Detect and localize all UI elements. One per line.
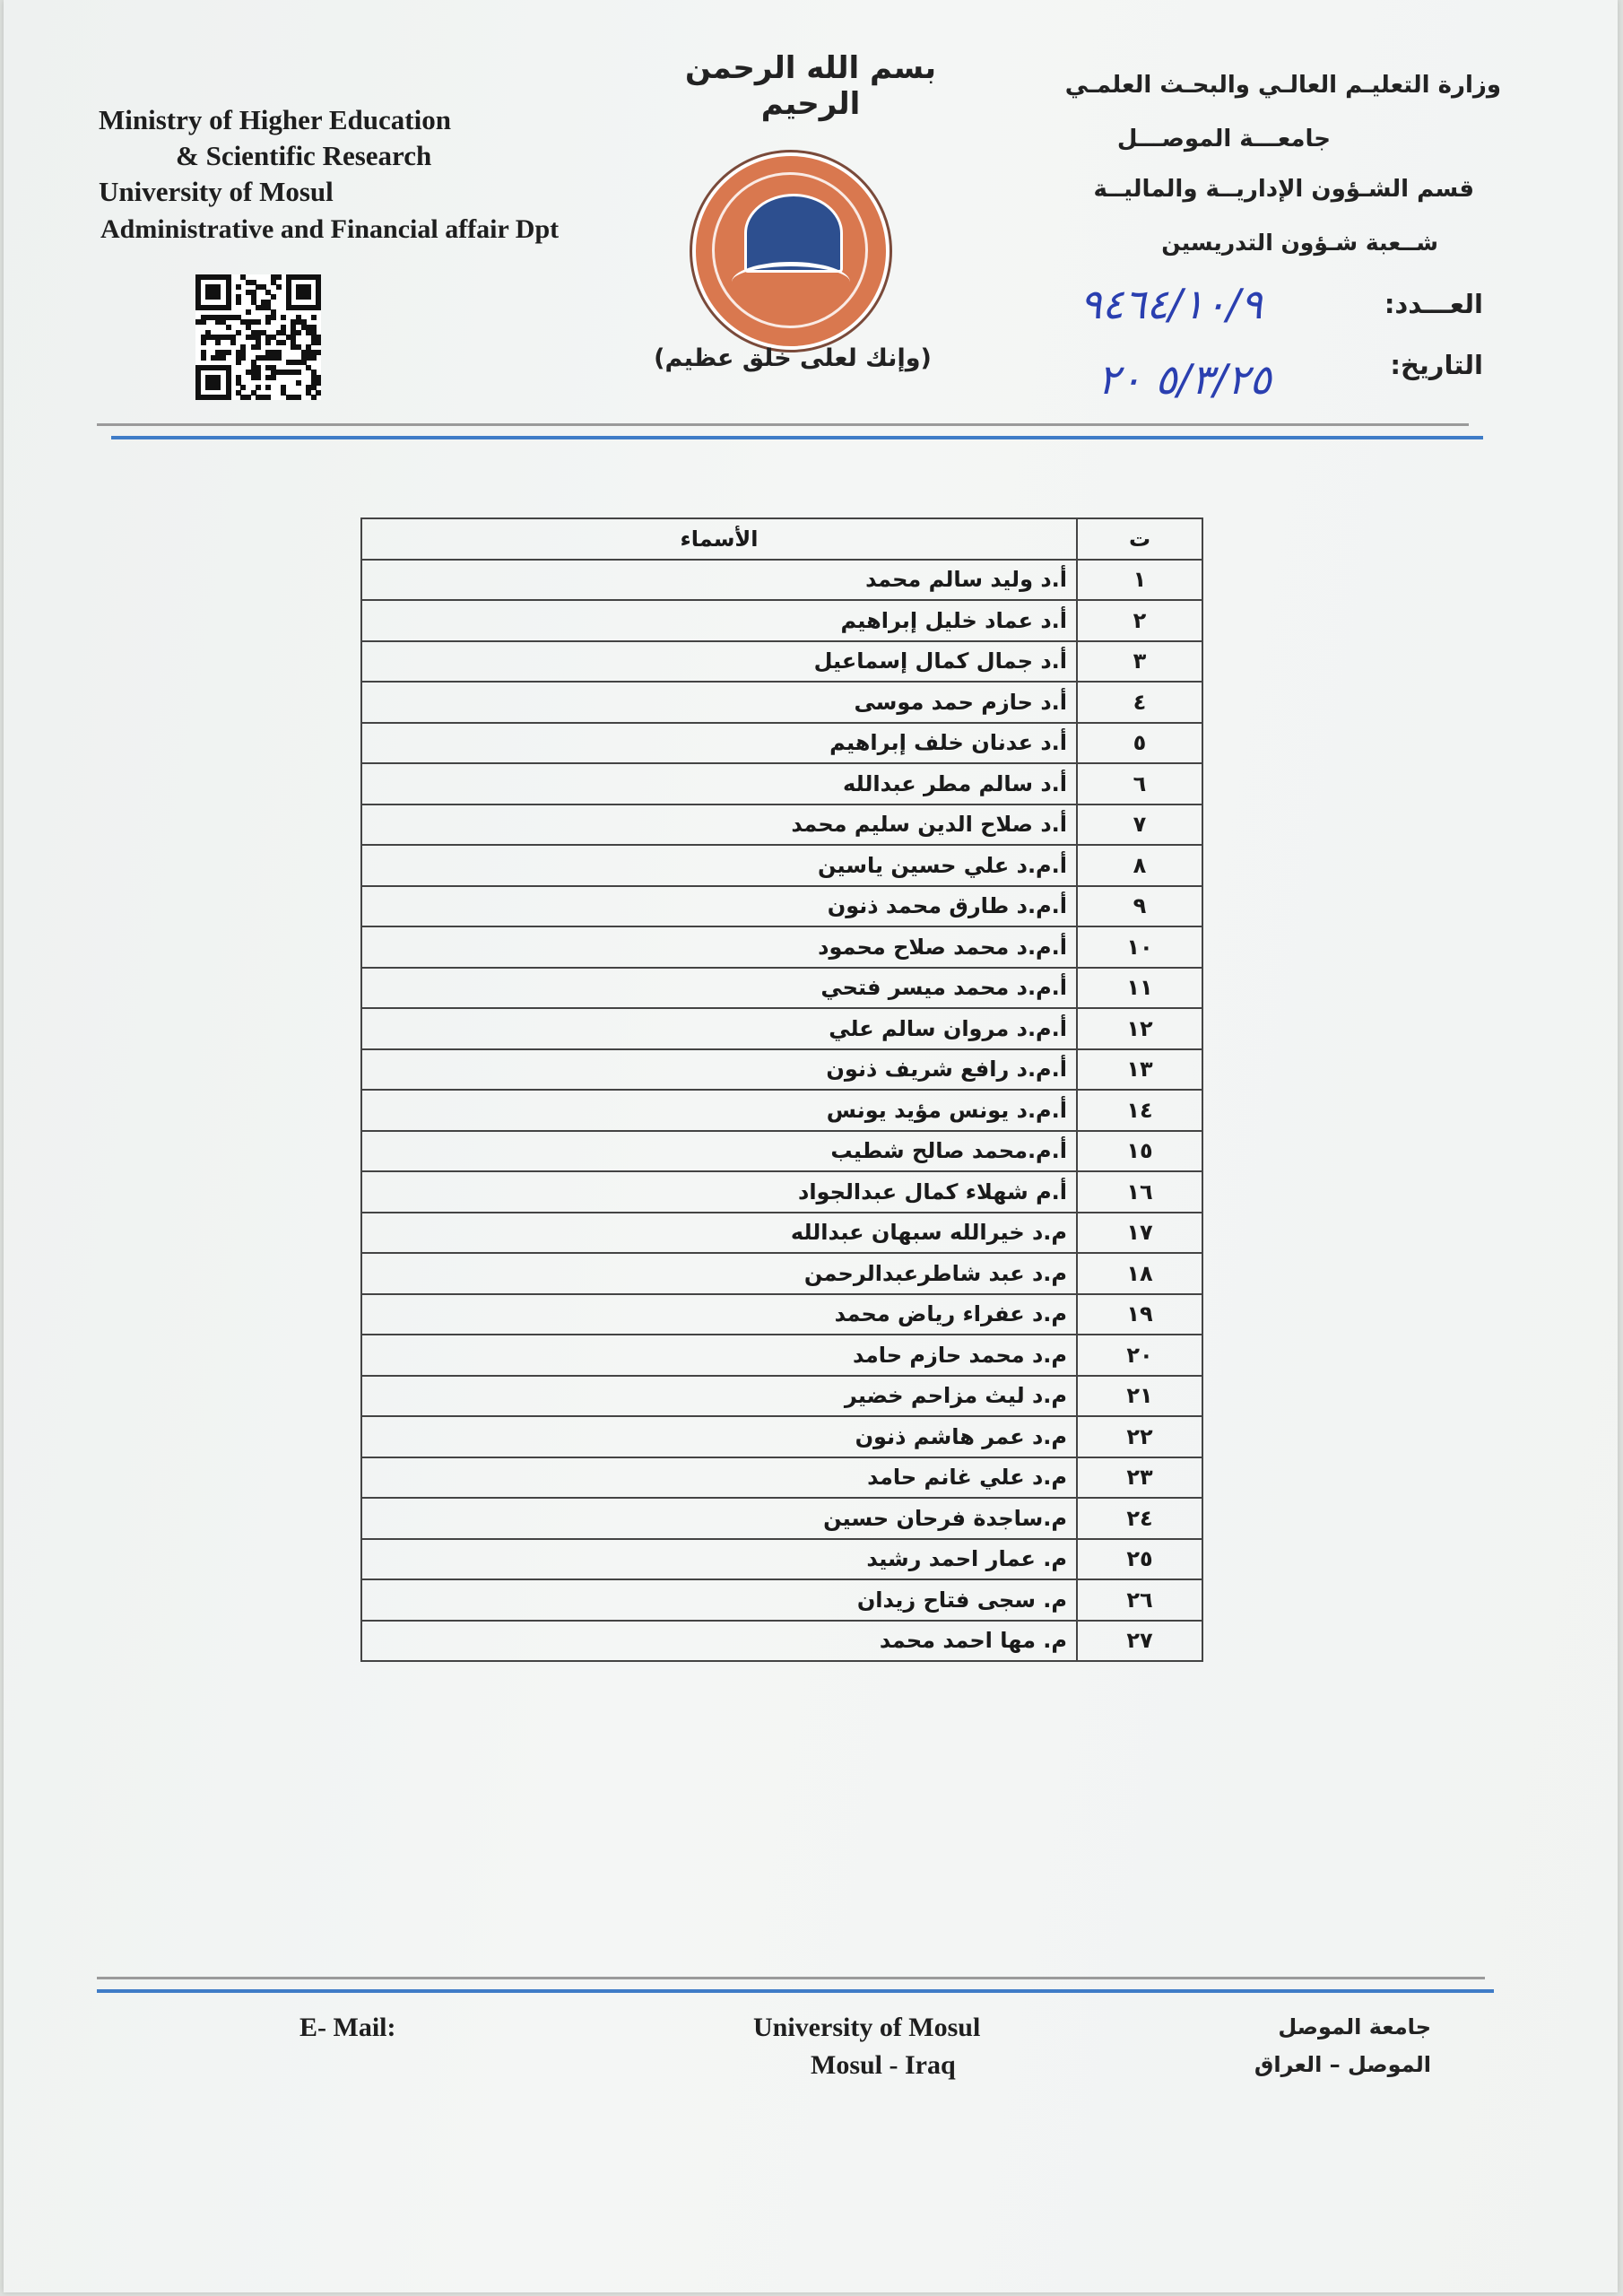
university-line-en: University of Mosul: [99, 176, 334, 207]
row-number: ٢٢: [1077, 1416, 1202, 1457]
footer-rule-gray: [97, 1977, 1485, 1979]
row-number: ١٢: [1077, 1008, 1202, 1049]
row-number: ١: [1077, 560, 1202, 601]
email-label: E- Mail:: [299, 2013, 396, 2042]
table-row: [361, 1621, 1202, 1662]
table-row: [361, 1213, 1202, 1254]
row-number: ١٦: [1077, 1171, 1202, 1213]
row-number: ٣: [1077, 641, 1202, 683]
row-name: م.د محمد حازم حامد: [361, 1335, 1077, 1376]
names-table: [360, 517, 1203, 1662]
row-name: أ.م شهلاء كمال عبدالجواد: [361, 1171, 1077, 1213]
table-row: [361, 723, 1202, 764]
university-logo: [692, 152, 890, 350]
row-number: ٧: [1077, 804, 1202, 846]
row-number: ٦: [1077, 763, 1202, 804]
table-row: [361, 1049, 1202, 1091]
number-value-handwritten: ٩٤٦٤/١٠/٩: [1080, 280, 1263, 328]
row-name: م.د عفراء رياض محمد: [361, 1294, 1077, 1335]
row-number: ٨: [1077, 845, 1202, 886]
row-number: ٢٤: [1077, 1498, 1202, 1539]
row-number: ١٩: [1077, 1294, 1202, 1335]
row-name: أ.م.محمد صالح شطيب: [361, 1131, 1077, 1172]
row-number: ٥: [1077, 723, 1202, 764]
row-name: أ.م.د علي حسين ياسين: [361, 845, 1077, 886]
table-row: [361, 1008, 1202, 1049]
row-number: ٢٠: [1077, 1335, 1202, 1376]
row-name: أ.د جمال كمال إسماعيل: [361, 641, 1077, 683]
motto: (وإنك لعلى خلق عظيم): [654, 344, 932, 372]
row-name: م.د عمر هاشم ذنون: [361, 1416, 1077, 1457]
row-name: م. سجى فتاح زيدان: [361, 1579, 1077, 1621]
row-name: أ.د سالم مطر عبدالله: [361, 763, 1077, 804]
row-number: ٩: [1077, 886, 1202, 927]
table-header-row: [361, 518, 1202, 560]
row-name: م.د ليث مزاحم خضير: [361, 1376, 1077, 1417]
table-row: [361, 1416, 1202, 1457]
qr-code: [195, 274, 321, 400]
table-row: [361, 600, 1202, 641]
row-name: أ.د صلاح الدين سليم محمد: [361, 804, 1077, 846]
row-name: م.ساجدة فرحان حسين: [361, 1498, 1077, 1539]
row-number: ٢: [1077, 600, 1202, 641]
table-row: [361, 641, 1202, 683]
row-name: أ.م.د يونس مؤيد يونس: [361, 1090, 1077, 1131]
date-label: التاريخ:: [1390, 350, 1483, 380]
row-name: م.د عبد شاطرعبدالرحمن: [361, 1253, 1077, 1294]
row-name: أ.م.د محمد صلاح محمود: [361, 926, 1077, 968]
row-name: م. مها احمد محمد: [361, 1621, 1077, 1662]
basmala: بسم الله الرحمن الرحيم: [684, 50, 937, 122]
row-name: أ.م.د محمد ميسر فتحي: [361, 968, 1077, 1009]
row-number: ٤: [1077, 682, 1202, 723]
table-row: [361, 886, 1202, 927]
table-row: [361, 926, 1202, 968]
row-number: ١١: [1077, 968, 1202, 1009]
column-header-names: الأسماء: [361, 518, 1077, 560]
department-line-en: Administrative and Financial affair Dpt: [100, 214, 560, 244]
row-number: ٢١: [1077, 1376, 1202, 1417]
table-row: [361, 1376, 1202, 1417]
row-number: ٢٦: [1077, 1579, 1202, 1621]
row-number: ١٨: [1077, 1253, 1202, 1294]
table-row: [361, 560, 1202, 601]
row-name: أ.د حازم حمد موسى: [361, 682, 1077, 723]
table-row: [361, 1090, 1202, 1131]
ministry-line-en: Ministry of Higher Education: [99, 104, 451, 135]
row-name: أ.م.د رافع شريف ذنون: [361, 1049, 1077, 1091]
table-row: [361, 1539, 1202, 1580]
table-row: [361, 1498, 1202, 1539]
row-name: م. عمار احمد رشيد: [361, 1539, 1077, 1580]
footer-university-en: University of Mosul: [753, 2013, 981, 2042]
row-number: ٢٣: [1077, 1457, 1202, 1499]
row-number: ١٤: [1077, 1090, 1202, 1131]
table-row: [361, 682, 1202, 723]
table-row: [361, 1335, 1202, 1376]
footer-location-ar: الموصل – العراق: [1254, 2052, 1431, 2077]
table-row: [361, 1131, 1202, 1172]
ministry-line-ar: وزارة التعليـم العالـي والبحـث العلمـي: [1064, 72, 1501, 99]
row-number: ١٧: [1077, 1213, 1202, 1254]
footer-university-ar: جامعة الموصل: [1278, 2014, 1431, 2039]
table-row: [361, 1294, 1202, 1335]
row-number: ٢٥: [1077, 1539, 1202, 1580]
table-row: [361, 804, 1202, 846]
table-row: [361, 1253, 1202, 1294]
column-header-number: ت: [1077, 518, 1202, 560]
row-number: ١٣: [1077, 1049, 1202, 1091]
table-row: [361, 1457, 1202, 1499]
header-rule-blue: [111, 436, 1483, 439]
table-row: [361, 1579, 1202, 1621]
university-line-ar: جامعـــة الموصـــل: [1116, 126, 1331, 152]
row-name: أ.د عدنان خلف إبراهيم: [361, 723, 1077, 764]
row-name: أ.د وليد سالم محمد: [361, 560, 1077, 601]
row-number: ٢٧: [1077, 1621, 1202, 1662]
row-name: أ.م.د طارق محمد ذنون: [361, 886, 1077, 927]
row-name: م.د علي غانم حامد: [361, 1457, 1077, 1499]
row-number: ١٥: [1077, 1131, 1202, 1172]
department-line-ar: قسم الشـؤون الإداريــة والماليــة: [1093, 176, 1474, 203]
row-name: أ.م.د مروان سالم علي: [361, 1008, 1077, 1049]
row-name: أ.د عماد خليل إبراهيم: [361, 600, 1077, 641]
document-page: [4, 0, 1618, 2292]
footer-rule-blue: [97, 1989, 1494, 1993]
section-line-ar: شــعبة شـؤون التدريسين: [1161, 230, 1438, 256]
research-line-en: & Scientific Research: [176, 140, 432, 171]
table-row: [361, 968, 1202, 1009]
table-row: [361, 1171, 1202, 1213]
table-row: [361, 845, 1202, 886]
footer-location-en: Mosul - Iraq: [811, 2050, 956, 2080]
row-name: م.د خيرالله سبهان عبدالله: [361, 1213, 1077, 1254]
date-value-handwritten: ٥/٣/٢٥ ٢٠: [1098, 355, 1271, 404]
number-label: العـــدد:: [1384, 289, 1483, 319]
row-number: ١٠: [1077, 926, 1202, 968]
header-rule-gray: [97, 423, 1469, 426]
table-row: [361, 763, 1202, 804]
